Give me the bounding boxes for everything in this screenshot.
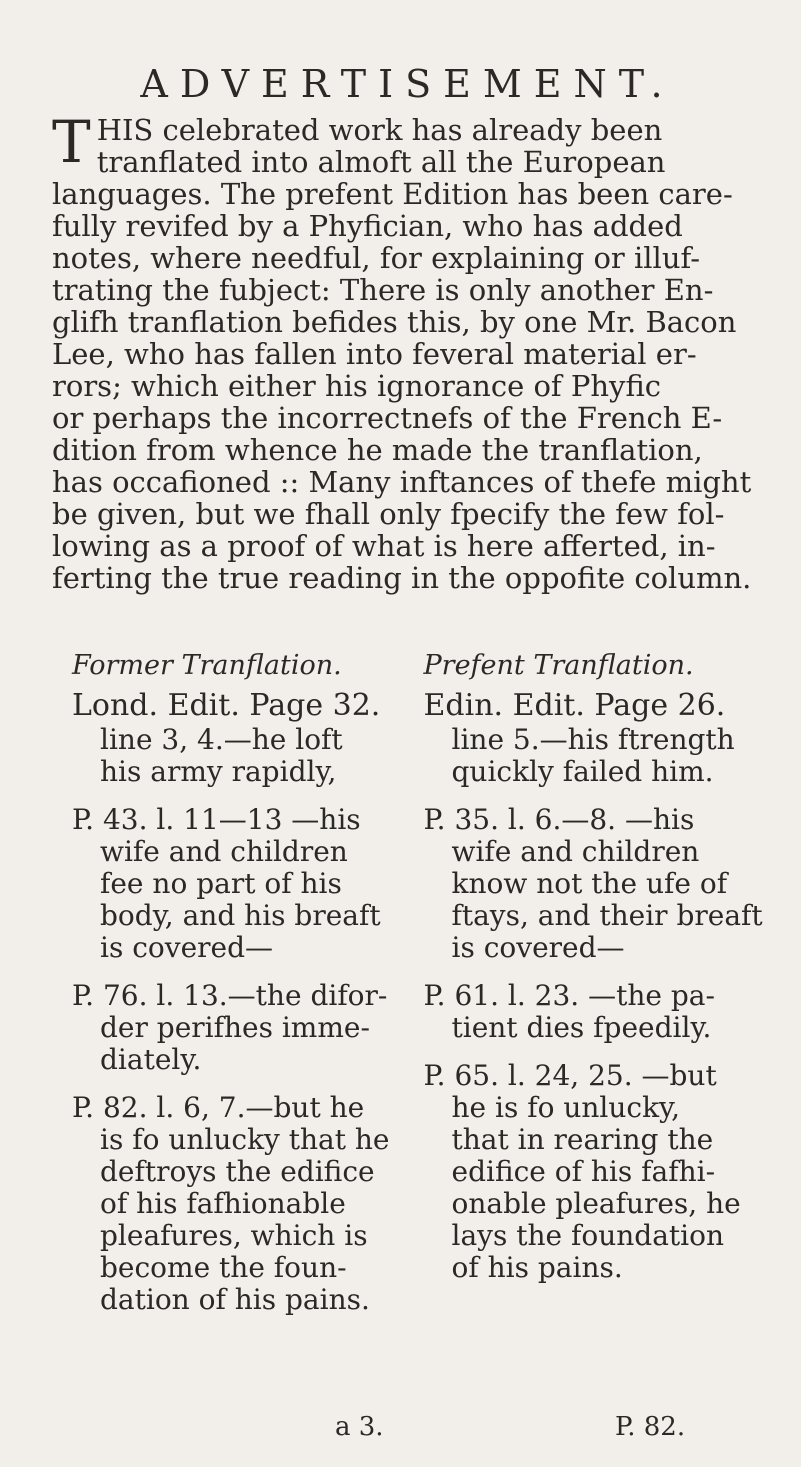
- intro-line: be given, but we fhall only fpecify the few fol-: [52, 497, 725, 531]
- former-edition: Lond. Edit. Page 32.: [72, 688, 381, 723]
- intro-line: trating the fubject: There is only another En-: [52, 273, 714, 307]
- entry-line: dation of his pains.: [100, 1283, 370, 1316]
- present-edition: Edin. Edit. Page 26.: [423, 688, 726, 723]
- former-entry: [72, 724, 412, 788]
- present-translation-column: [412, 650, 764, 1332]
- entry-line: know not the ufe of: [451, 867, 728, 900]
- intro-line: or perhaps the incorrectnefs of the French E-: [52, 401, 723, 435]
- entry-line: P. 61. l. 23. —the pa-: [423, 979, 715, 1012]
- entry-line: lays the foundation: [451, 1219, 724, 1252]
- entry-line: line 3, 4.—he loft: [100, 723, 343, 756]
- drop-cap: T: [52, 108, 91, 176]
- entry-line: tient dies fpeedily.: [451, 1011, 712, 1044]
- intro-line: dition from whence he made the tranflation,: [52, 433, 703, 467]
- comparison-columns: [52, 650, 763, 1332]
- intro-line: has occafioned :: Many inftances of thefe might: [52, 465, 752, 499]
- entry-line: onable pleafures, he: [451, 1187, 741, 1220]
- entry-line: wife and children: [100, 835, 348, 868]
- entry-line: he is fo unlucky,: [451, 1091, 681, 1124]
- entry-line: P. 76. l. 13.—the difor-: [72, 979, 388, 1012]
- intro-line: tranflated into almoft all the European: [96, 145, 666, 179]
- entry-line: wife and children: [451, 835, 700, 868]
- intro-line: fully revifed by a Phyfician, who has added: [52, 209, 683, 243]
- page-title: ADVERTISEMENT.: [140, 62, 675, 106]
- signature-mark: a 3.: [335, 1412, 384, 1442]
- intro-line: lowing as a proof of what is here afferted, in-: [52, 529, 716, 563]
- entry-line: der perifhes imme-: [100, 1011, 370, 1044]
- intro-line: Lee, who has fallen into feveral material er-: [52, 337, 697, 371]
- entry-line: fee no part of his: [100, 867, 342, 900]
- entry-line: is covered—: [451, 931, 625, 964]
- entry-line: is fo unlucky that he: [100, 1123, 390, 1156]
- entry-line: of his fafhionable: [100, 1187, 346, 1220]
- present-heading: Prefent Tranflation.: [423, 650, 694, 681]
- entry-line: of his pains.: [451, 1251, 623, 1284]
- present-entry: [424, 1060, 764, 1284]
- entry-line: edifice of his fafhi-: [451, 1155, 716, 1188]
- entry-line: his army rapidly,: [100, 755, 337, 788]
- entry-line: is covered—: [100, 931, 274, 964]
- present-entry: [424, 724, 764, 788]
- intro-line: notes, where needful, for explaining or illuf-: [52, 241, 701, 275]
- entry-line: deftroys the edifice: [100, 1155, 375, 1188]
- former-heading: Former Tranflation.: [72, 650, 342, 681]
- entry-line: P. 82. l. 6, 7.—but he: [72, 1091, 365, 1124]
- present-entry: [424, 980, 764, 1044]
- former-entry: [72, 1092, 412, 1316]
- present-entry: [424, 804, 764, 964]
- entry-line: P. 65. l. 24, 25. —but: [423, 1059, 717, 1092]
- intro-line: rors; which either his ignorance of Phyfic: [52, 369, 662, 403]
- entry-line: become the foun-: [100, 1251, 347, 1284]
- entry-line: quickly failed him.: [451, 755, 714, 788]
- intro-paragraph: [52, 108, 763, 595]
- former-entry: [72, 804, 412, 964]
- entry-line: P. 43. l. 11—13 —his: [72, 803, 361, 836]
- former-translation-column: [52, 650, 412, 1332]
- intro-line: glifh tranflation befides this, by one Mr. Bacon: [52, 305, 737, 339]
- entry-line: line 5.—his ftrength: [451, 723, 735, 756]
- catchword: P. 82.: [615, 1412, 686, 1442]
- intro-line: languages. The prefent Edition has been care-: [52, 177, 733, 211]
- entry-line: diately.: [100, 1043, 202, 1076]
- entry-line: pleafures, which is: [100, 1219, 368, 1252]
- entry-line: that in rearing the: [451, 1123, 714, 1156]
- former-entry: [72, 980, 412, 1076]
- entry-line: body, and his breaft: [100, 899, 381, 932]
- entry-line: P. 35. l. 6.—8. —his: [423, 803, 695, 836]
- entry-line: ftays, and their breaft: [451, 899, 763, 932]
- intro-line: HIS celebrated work has already been: [96, 113, 663, 147]
- intro-line: ferting the true reading in the oppofite column.: [52, 561, 752, 595]
